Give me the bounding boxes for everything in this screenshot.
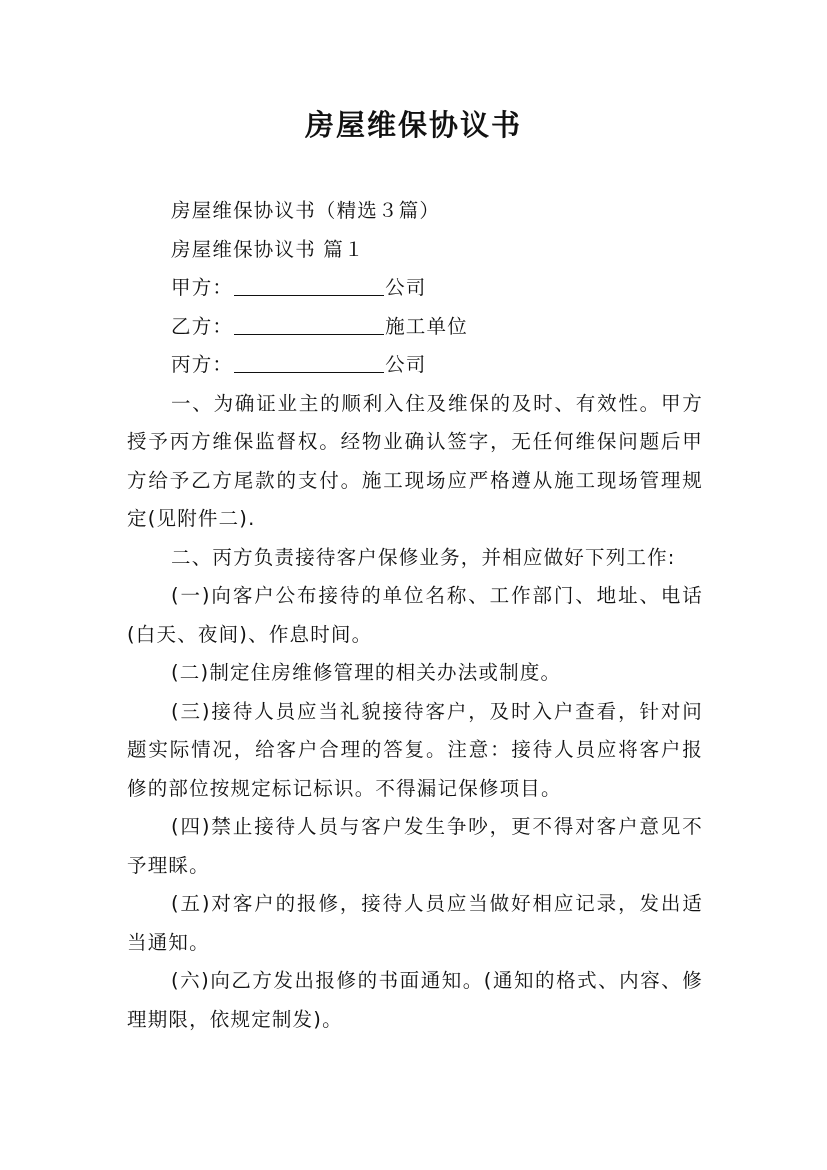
- party-c-line: [127, 346, 703, 385]
- paragraph: 一、为确证业主的顺利入住及维保的及时、有效性。甲方授予丙方维保监督权。经物业确认签字，无任何维保问题后甲方给予乙方尾款的支付。施工现场应严格遵从施工现场管理规定(见附件二).: [127, 391, 703, 530]
- party-a-label: 甲方：: [171, 276, 234, 299]
- paragraph: (二)制定住房维修管理的相关办法或制度。: [171, 661, 562, 684]
- party-a-line: [127, 269, 703, 308]
- paragraph: (三)接待人员应当礼貌接待客户，及时入户查看，针对问题实际情况，给客户合理的答复。注意：接待人员应将客户报修的部位按规定标记标识。不得漏记保修项目。: [127, 699, 703, 800]
- paragraph: (五)对客户的报修，接待人员应当做好相应记录，发出适当通知。: [127, 892, 703, 954]
- section-heading: 房屋维保协议书 篇１: [171, 237, 365, 261]
- document-body: [127, 192, 703, 1039]
- paragraph: (四)禁止接待人员与客户发生争吵，更不得对客户意见不予理睬。: [127, 815, 703, 877]
- party-c-blank: [234, 354, 384, 373]
- party-b-label: 乙方：: [171, 314, 234, 338]
- party-b-suffix: 施工单位: [385, 314, 468, 338]
- subtitle: 房屋维保协议书（精选３篇）: [171, 199, 441, 222]
- party-c-suffix: 公司: [385, 353, 427, 376]
- party-b-blank: [234, 316, 384, 335]
- paragraph: (六)向乙方发出报修的书面通知。(通知的格式、内容、修理期限，依规定制发)。: [127, 969, 703, 1031]
- document-title: 房屋维保协议书: [304, 108, 522, 142]
- paragraph: 二、丙方负责接待客户保修业务，并相应做好下列工作:: [171, 545, 676, 569]
- party-c-label: 丙方：: [171, 353, 234, 376]
- party-b-line: [127, 308, 703, 347]
- paragraph: (一)向客户公布接待的单位名称、工作部门、地址、电话(白天、夜间)、作息时间。: [127, 584, 703, 646]
- party-a-blank: [234, 277, 384, 296]
- party-a-suffix: 公司: [385, 276, 427, 299]
